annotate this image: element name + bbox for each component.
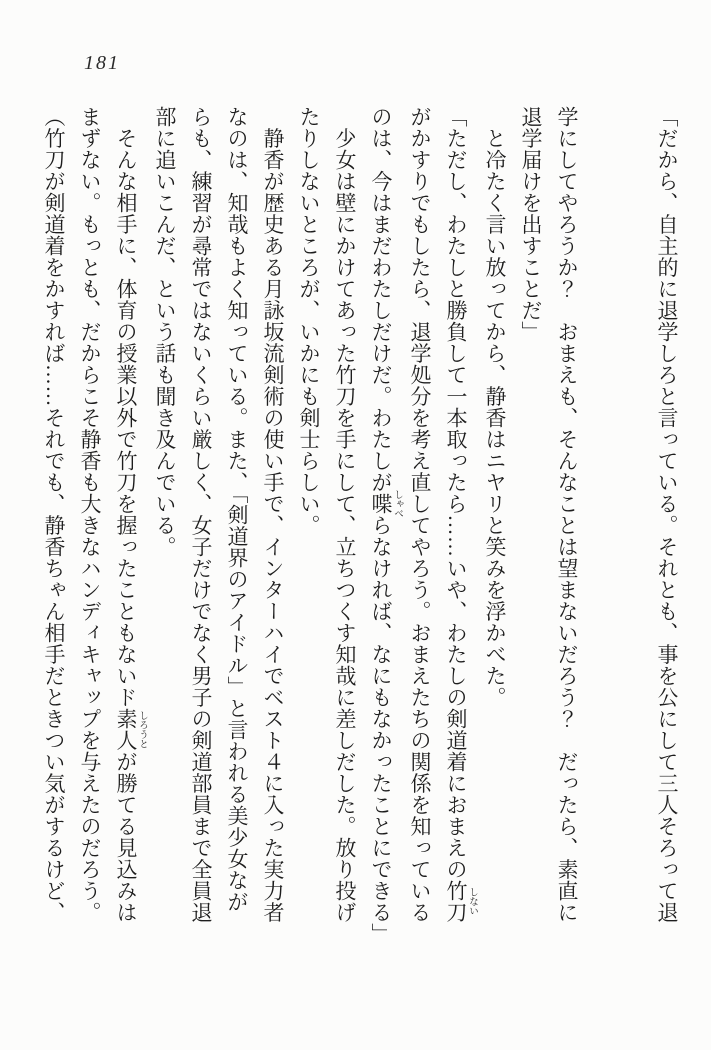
page-number: 181 [84, 52, 120, 74]
text-line-14: そんな相手に、体育の授業以外で竹刀を握ったこともないド素人 しろうとが勝てる見込みは [114, 106, 147, 923]
text-block [36, 106, 685, 962]
text-line-13: 部に追いこんだ、という話も聞き及んでいる。 [153, 106, 177, 558]
text-line-12: らも、練習が尋常ではないくらい厳しく、女子だけでなく男子の剣道部員まで全員退 [189, 106, 213, 923]
text-line-1: 「だから、自主的に退学しろと言っている。それとも、事を公にして三人そろって退 [655, 106, 679, 923]
furigana-term: 喋 しゃべ [369, 489, 402, 518]
text-line-9: たりしないところが、いかにも剣士らしい。 [297, 106, 321, 536]
text-line-8: 少女は壁にかけてあった竹刀を手にして、立ちつくす知哉に差しだした。放り投げ [333, 106, 357, 923]
text-line-10: 静香が歴史ある月詠坂流剣術の使い手で、インターハイでベスト４に入った実力者 [261, 106, 285, 923]
furigana-reading: しゃべ [392, 489, 402, 518]
text-line-5: 「ただし、わたしと勝負して一本取ったら……いや、わたしの剣道着におまえの竹刀 しない [444, 106, 477, 923]
text-line-11: なのは、知哉もよく知っている。また、「剣道界のアイドル」と言われる美少女なが [225, 106, 249, 913]
furigana-term: 竹刀 しない [444, 880, 477, 923]
text-line-7: のは、今はまだわたしだけだ。わたしが喋 しゃべらなければ、なにもなかったことにできる」 [369, 106, 402, 945]
text-line-4: と冷たく言い放ってから、静香はニヤリと笑みを浮かべた。 [483, 106, 507, 708]
furigana-term: 素人 しろうと [114, 708, 147, 751]
text-line-2: 学にしてやろうか？ おまえも、そんなことは望まないだろう？ だったら、素直に [555, 106, 579, 923]
text-line-16: （竹刀が剣道着をかすれば……それでも、静香ちゃん相手だときつい気がするけど、 [42, 106, 66, 923]
furigana-reading: しろうと [137, 708, 147, 751]
furigana-reading: しない [467, 880, 477, 923]
text-line-15: まずない。もっとも、だからこそ静香も大きなハンディキャップを与えたのだろう。 [78, 106, 102, 923]
text-line-6: がかすりでもしたら、退学処分を考え直してやろう。おまえたちの関係を知っている [408, 106, 432, 923]
text-line-3: 退学届けを出すことだ」 [519, 106, 543, 343]
